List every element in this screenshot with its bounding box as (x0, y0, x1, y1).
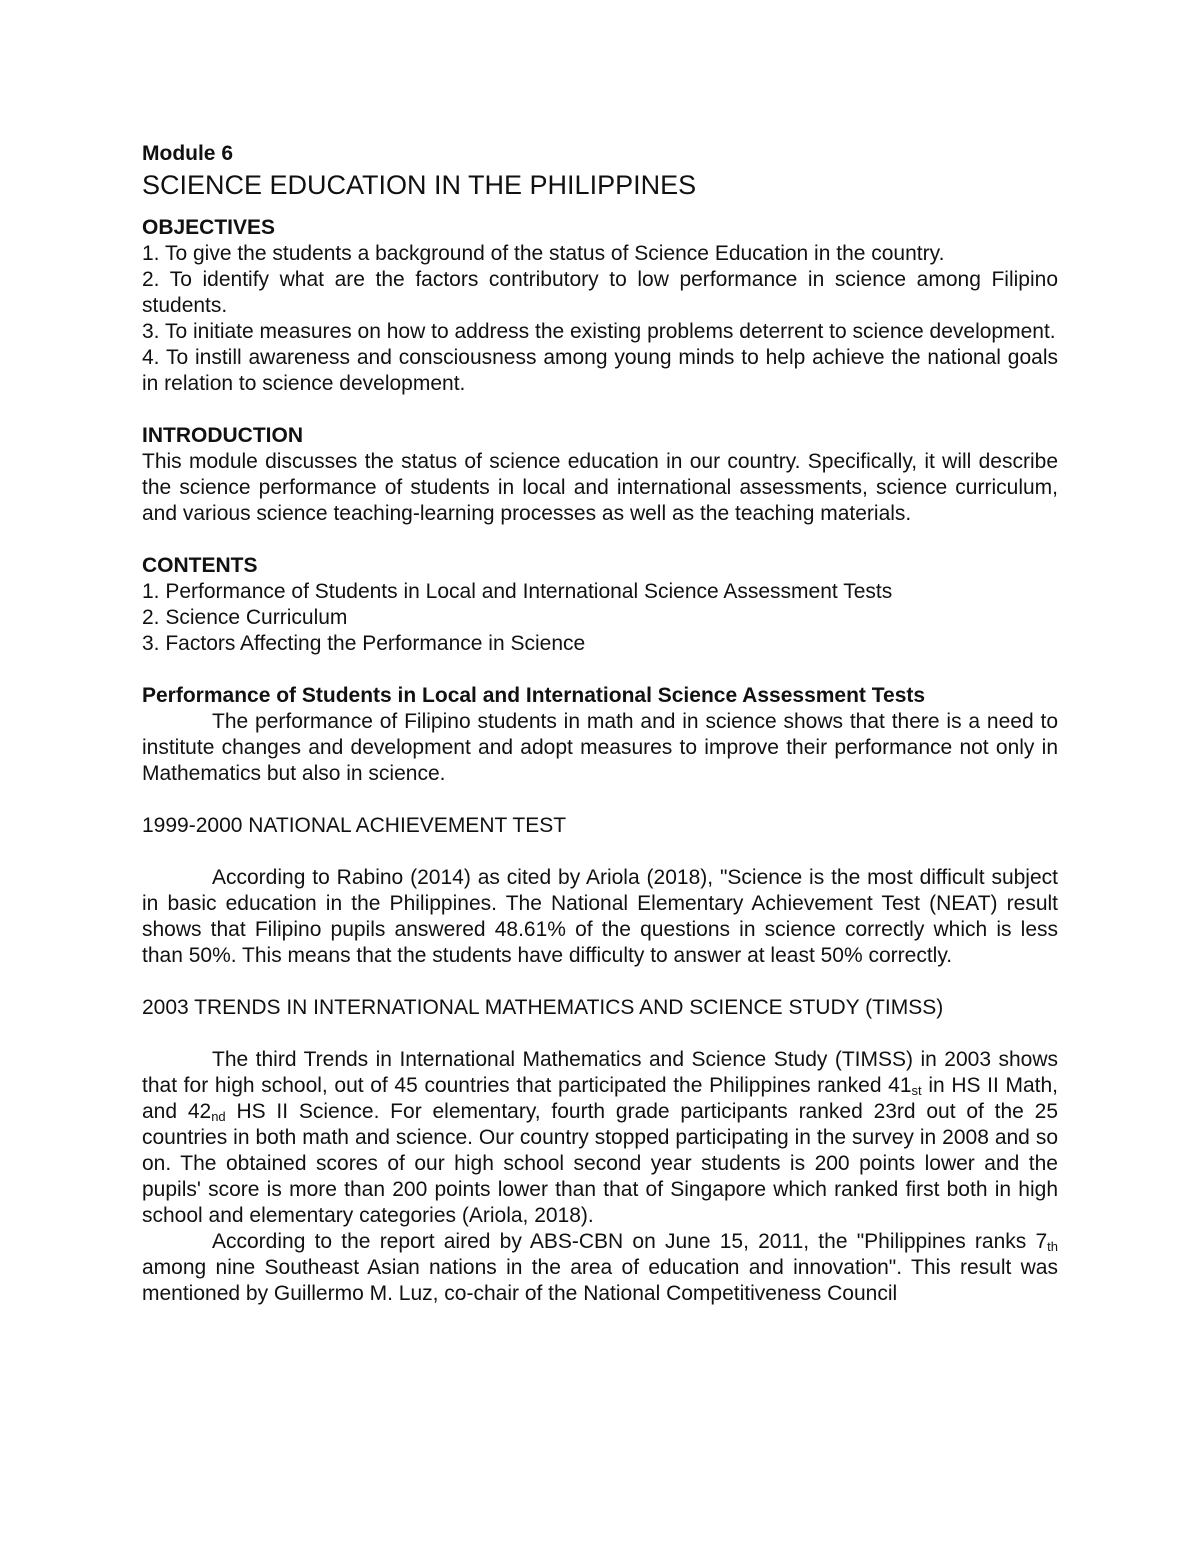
spacer (142, 1021, 1058, 1047)
timss-text: HS II Science. For elementary, fourth grade participants ranked 23rd out of the 25 countries in both math and science. Our country stopped participating in the survey in 2008 and so on. The obtained scores of our high school second year students is 200 points lower and the pupils' score is more than 200 points lower than that of Singapore which ranked first both in high school and elementary categories (Ariola, 2018). (142, 1100, 1058, 1227)
spacer (142, 839, 1058, 865)
timss-paragraph-1 (142, 1047, 1058, 1229)
spacer (142, 527, 1058, 553)
ordinal-suffix: nd (211, 1109, 226, 1124)
performance-heading: Performance of Students in Local and International Science Assessment Tests (142, 684, 926, 707)
ordinal-suffix: th (1047, 1239, 1058, 1254)
timss-paragraph-2 (142, 1229, 1058, 1307)
contents-heading: CONTENTS (142, 554, 258, 577)
objective-item: 2. To identify what are the factors contributory to low performance in science among Filipino students. (142, 268, 1058, 317)
performance-paragraph: The performance of Filipino students in math and in science shows that there is a need to institute changes and development and adopt measures to improve their performance not only in Mathematics but also in science. (142, 710, 1058, 785)
timss-text: among nine Southeast Asian nations in the area of education and innovation". This result was mentioned by Guillermo M. Luz, co-chair of the National Competitiveness Council (142, 1256, 1058, 1305)
objective-item: 3. To initiate measures on how to address the existing problems deterrent to science development. (142, 320, 1056, 343)
introduction-paragraph: This module discusses the status of science education in our country. Specifically, it will describe the science performance of students in local and international assessments, science curriculum, and various science teaching-learning processes as well as the teaching materials. (142, 450, 1058, 525)
nat-heading: 1999-2000 NATIONAL ACHIEVEMENT TEST (142, 814, 567, 837)
contents-item: 3. Factors Affecting the Performance in Science (142, 632, 586, 655)
spacer (142, 397, 1058, 423)
spacer (142, 969, 1058, 995)
spacer (142, 787, 1058, 813)
timss-text: According to the report aired by ABS-CBN on June 15, 2011, the "Philippines ranks 7 (212, 1230, 1048, 1253)
timss-text: The third Trends in International Mathematics and Science Study (TIMSS) in 2003 shows that for high school, out of 45 countries that participated the Philippines ranked 41 (142, 1048, 1058, 1097)
ordinal-suffix: st (911, 1083, 922, 1098)
timss-heading: 2003 TRENDS IN INTERNATIONAL MATHEMATICS AND SCIENCE STUDY (TIMSS) (142, 996, 944, 1019)
contents-list (142, 579, 1058, 657)
contents-item: 2. Science Curriculum (142, 606, 348, 629)
objective-item: 4. To instill awareness and consciousness among young minds to help achieve the national goals in relation to science development. (142, 346, 1058, 395)
nat-paragraph: According to Rabino (2014) as cited by Ariola (2018), "Science is the most difficult subject in basic education in the Philippines. The National Elementary Achievement Test (NEAT) result shows that Filipino pupils answered 48.61% of the questions in science correctly which is less than 50%. This means that the students have difficulty to answer at least 50% correctly. (142, 866, 1058, 967)
objectives-list (142, 241, 1058, 397)
spacer (142, 657, 1058, 683)
page-title: SCIENCE EDUCATION IN THE PHILIPPINES (142, 170, 697, 200)
objectives-heading: OBJECTIVES (142, 216, 276, 239)
objective-item: 1. To give the students a background of the status of Science Education in the country. (142, 242, 945, 265)
document-page (142, 140, 1058, 1307)
introduction-heading: INTRODUCTION (142, 424, 303, 447)
contents-item: 1. Performance of Students in Local and International Science Assessment Tests (142, 580, 893, 603)
module-label: Module 6 (142, 142, 234, 165)
timss-text: in HS II Math, and 42 (142, 1074, 1058, 1123)
